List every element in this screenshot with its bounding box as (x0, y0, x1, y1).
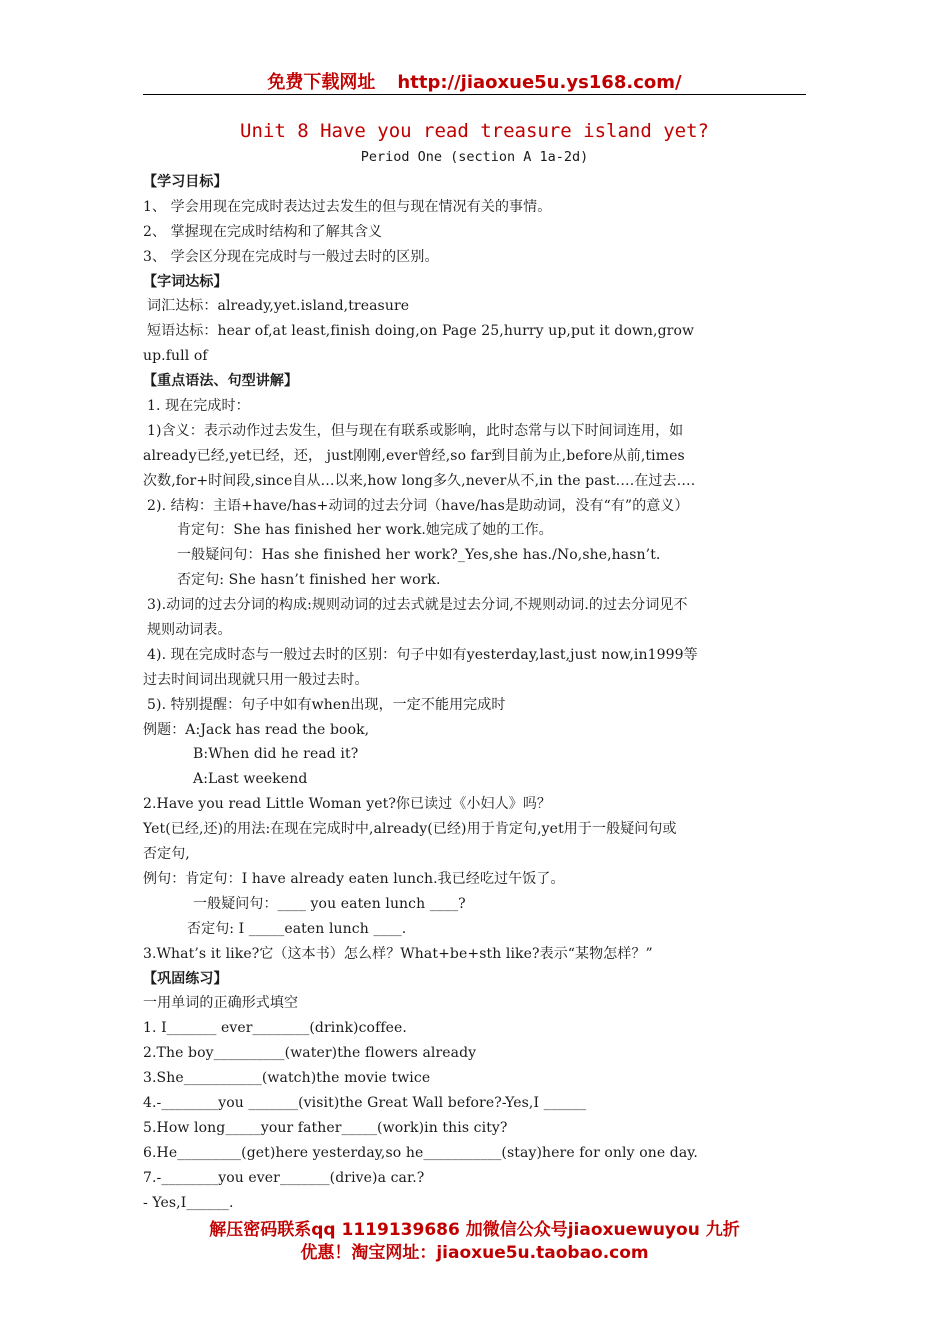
text-line: 3、 学会区分现在完成时与一般过去时的区别。 (143, 248, 439, 265)
text-line: 2.The boy__________(water)the flowers already (143, 1045, 477, 1062)
header-url-link[interactable]: http://jiaoxue5u.ys168.com/ (397, 72, 682, 93)
text-line: 6.He_________(get)here yesterday,so he___________(stay)here for only one day. (143, 1144, 698, 1161)
section-heading: 【巩固练习】 (143, 970, 228, 987)
text-line: 1)含义：表示动作过去发生，但与现在有联系或影响，此时态常与以下时间词连用，如 (147, 422, 684, 439)
text-line: 3.She___________(watch)the movie twice (143, 1070, 431, 1087)
text-line: 否定句, (143, 846, 190, 863)
text-line: 过去时间词出现就只用一般过去时。 (143, 671, 369, 688)
text-line: 4). 现在完成时态与一般过去时的区别：句子中如有yesterday,last,just now,in1999等 (147, 646, 698, 663)
document-subtitle: Period One (section A 1a-2d) (360, 149, 589, 165)
text-line: 5). 特别提醒：句子中如有when出现，一定不能用完成时 (147, 696, 506, 713)
text-line: Yet(已经,还)的用法:在现在完成时中,already(已经)用于肯定句,yet用于一般疑问句或 (143, 821, 677, 838)
text-line: 一般疑问句：____ you eaten lunch ____? (193, 895, 466, 912)
text-line: 肯定句：She has finished her work.她完成了她的工作。 (177, 522, 553, 539)
text-line: 2、 掌握现在完成时结构和了解其含义 (143, 223, 383, 240)
text-line: 4.-________you _______(visit)the Great Wall before?-Yes,I ______ (143, 1094, 587, 1111)
text-line: 例句：肯定句：I have already eaten lunch.我已经吃过午饭了。 (143, 870, 565, 887)
section-heading: 【重点语法、句型讲解】 (143, 373, 299, 390)
text-line: 5.How long_____your father_____(work)in this city? (143, 1119, 508, 1136)
footer-line-2: 优惠！淘宝网址：jiaoxue5u.taobao.com (300, 1243, 649, 1263)
header-label: 免费下载网址 (267, 72, 376, 93)
text-line: 1、 学会用现在完成时表达过去发生的但与现在情况有关的事情。 (143, 198, 552, 215)
text-line: 2.Have you read Little Woman yet?你已读过《小妇人》吗？ (143, 796, 552, 813)
text-line: 否定句: I _____eaten lunch ____. (187, 920, 407, 937)
text-line: 3).动词的过去分词的构成:规则动词的过去式就是过去分词,不规则动词.的过去分词见不 (147, 597, 688, 614)
page-footer (143, 1219, 806, 1265)
text-line: - Yes,I______. (143, 1194, 234, 1211)
text-line: 7.-________you ever_______(drive)a car.? (143, 1169, 425, 1186)
footer-line-1: 解压密码联系qq 1119139686 加微信公众号jiaoxuewuyou 九折 (209, 1220, 740, 1240)
text-line: B:When did he read it? (193, 746, 359, 763)
text-line: 2). 结构：主语+have/has+动词的过去分词（have/has是助动词，没有“有”的意义） (147, 497, 689, 514)
text-line: 规则动词表。 (147, 622, 232, 639)
text-line: 例题：A:Jack has read the book, (143, 721, 370, 738)
text-line: already已经,yet已经，还， just刚刚,ever曾经,so far到目前为止,before从前,times (143, 447, 685, 464)
section-heading: 【学习目标】 (143, 174, 228, 190)
document-body (143, 170, 808, 1215)
document-title: Unit 8 Have you read treasure island yet? (240, 120, 709, 142)
text-line: 3.What’s it like?它（这本书）怎么样？What+be+sth like?表示“某物怎样？” (143, 945, 653, 962)
text-line: 1. 现在完成时： (147, 398, 250, 415)
page-header (143, 68, 806, 95)
text-line: 否定句: She hasn’t finished her work. (177, 572, 441, 589)
text-line: 次数,for+时间段,since自从…以来,how long多久,never从不,in the past….在过去…. (143, 472, 696, 489)
text-line: 短语达标：hear of,at least,finish doing,on Page 25,hurry up,put it down,grow (147, 323, 695, 340)
text-line: 一用单词的正确形式填空 (143, 995, 299, 1012)
text-line: 1. I_______ ever________(drink)coffee. (143, 1020, 407, 1037)
text-line: A:Last weekend (193, 771, 308, 788)
text-line: 词汇达标：already,yet.island,treasure (147, 298, 410, 315)
section-heading: 【字词达标】 (143, 273, 228, 290)
text-line: up.full of (143, 348, 208, 365)
text-line: 一般疑问句：Has she finished her work?_Yes,she has./No,she,hasn’t. (177, 547, 661, 564)
